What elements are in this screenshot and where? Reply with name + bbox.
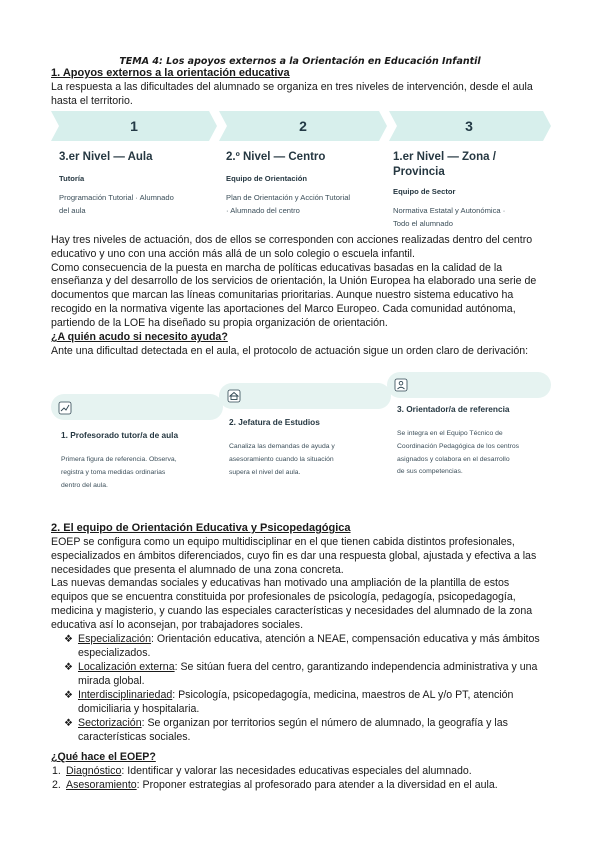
chevron-3-number: 3 bbox=[465, 118, 473, 134]
section-2-heading: 2. El equipo de Orientación Educativa y Psicopedagógica bbox=[51, 522, 351, 534]
step-profesorado bbox=[61, 430, 231, 492]
section-1-heading: 1. Apoyos externos a la orientación educativa bbox=[51, 67, 290, 79]
level-description: Normativa Estatal y Autonómica · Todo el alumnado bbox=[393, 206, 506, 228]
help-answer: Ante una dificultad detectada en el aula, el protocolo de actuación sigue un orden claro de derivación: bbox=[51, 345, 529, 357]
eoep-question: ¿Qué hace el EOEP? bbox=[51, 751, 156, 763]
step-description: Se integra en el Equipo Técnico de Coordinación Pedagógica de los centros asignados y colabora en el desarrollo de sus competencias. bbox=[397, 430, 520, 476]
help-question: ¿A quién acudo si necesito ayuda? bbox=[51, 331, 228, 343]
bullet-especializacion: ❖ Especialización: Orientación educativa, atención a NEAE, compensación educativa y más ámbitos especializados. bbox=[64, 633, 540, 659]
level-card-zona bbox=[393, 150, 553, 230]
chevron-1-number: 1 bbox=[130, 118, 138, 134]
step-title: 2. Jefatura de Estudios bbox=[229, 417, 320, 427]
level-subtitle: Equipo de Sector bbox=[393, 187, 456, 196]
diamond-bullet-icon: ❖ bbox=[64, 718, 73, 729]
step-3-band bbox=[387, 372, 551, 398]
bullet-localizacion: ❖ Localización externa: Se sitúan fuera del centro, garantizando independencia administrativa y una mirada global. bbox=[64, 661, 538, 687]
level-description: Programación Tutorial · Alumnado del aula bbox=[59, 193, 174, 215]
level-subtitle: Tutoría bbox=[59, 174, 85, 183]
diamond-bullet-icon: ❖ bbox=[64, 662, 73, 673]
person-icon bbox=[395, 379, 407, 391]
step-description: Primera figura de referencia. Observa, registra y toma medidas ordinarias dentro del aula. bbox=[61, 456, 177, 489]
chevron-2-number: 2 bbox=[299, 118, 307, 134]
building-icon bbox=[228, 390, 240, 402]
numbered-item-diagnostico: 1. Diagnóstico: Identificar y valorar las necesidades educativas especiales del alumnado. bbox=[52, 765, 472, 777]
diamond-bullet-icon: ❖ bbox=[64, 690, 73, 701]
level-description: Plan de Orientación y Acción Tutorial · Alumnado del centro bbox=[226, 193, 351, 215]
step-orientador bbox=[397, 404, 567, 479]
step-jefatura bbox=[229, 417, 399, 479]
level-subtitle: Equipo de Orientación bbox=[226, 174, 308, 183]
level-title: 2.º Nivel — Centro bbox=[226, 151, 326, 163]
level-title: 3.er Nivel — Aula bbox=[59, 151, 153, 163]
section-1-body: Hay tres niveles de actuación, dos de ellos se corresponden con acciones realizadas dentro del centro educativo y uno con una acción más allá de un solo colegio o escuela infantil. Como consecuencia de la puesta en marcha de políticas educativas basadas en la calidad de la enseñanza y del desarrollo de los servicios de orientación, la Unión Europea ha elaborado una serie de documentos que marcan las líneas comunitarias prioritarias. Aunque nuestro sistema educativo ha recogido en la normativa vigente las aportaciones del Marco Europeo. Cada comunidad autónoma, partiendo de la LOE ha diseñado su propia organización de orientación. bbox=[51, 234, 537, 329]
step-title: 3. Orientador/a de referencia bbox=[397, 404, 510, 414]
step-1-band bbox=[51, 394, 223, 420]
bullet-interdisciplinariedad: ❖ Interdisciplinariedad: Psicología, psicopedagogía, medicina, maestros de AL y/o PT, atención domiciliaria y hospitalaria. bbox=[64, 689, 514, 715]
section-1-intro: La respuesta a las dificultades del alumnado se organiza en tres niveles de intervención, desde el aula hasta el territorio. bbox=[51, 81, 533, 107]
level-card-aula bbox=[59, 150, 219, 217]
level-title: 1.er Nivel — Zona / Provincia bbox=[393, 151, 496, 178]
step-2-band bbox=[219, 383, 391, 409]
step-title: 1. Profesorado tutor/a de aula bbox=[61, 430, 179, 440]
diamond-bullet-icon: ❖ bbox=[64, 634, 73, 645]
numbered-item-asesoramiento: 2. Asesoramiento: Proponer estrategias al profesorado para atender a la diversidad en el aula. bbox=[52, 779, 498, 791]
bullet-sectorizacion: ❖ Sectorización: Se organizan por territorios según el número de alumnado, la geografía y las características sociales. bbox=[64, 717, 508, 743]
chart-icon bbox=[59, 402, 71, 414]
step-description: Canaliza las demandas de ayuda y asesoramiento cuando la situación supera el nivel del aula. bbox=[229, 443, 335, 476]
level-card-centro bbox=[226, 150, 386, 217]
section-2-body: EOEP se configura como un equipo multidisciplinar en el que tienen cabida distintos profesionales, especializados en ámbitos diferenciados, cuyo fin es dar una respuesta global, ajustada y efectiva a las necesidades que presenta el alumnado de una zona concreta. Las nuevas demandas sociales y educativas han motivado una ampliación de la plantilla de estos equipos que se encuentra constituida por profesionales de psicología, pedagogía, psicopedagogía, medicina y magisterio, y cuando las especiales características y necesidades del alumnado de la zona educativa así lo aconsejan, por trabajadores sociales. bbox=[51, 536, 537, 631]
document-title: TEMA 4: Los apoyos externos a la Orientación en Educación Infantil bbox=[119, 56, 481, 67]
